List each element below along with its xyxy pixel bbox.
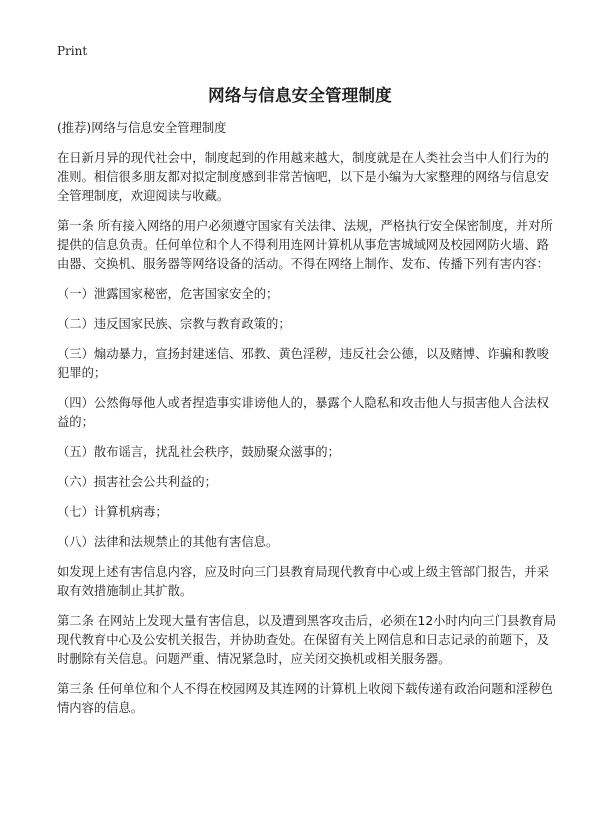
document-subtitle: (推荐)网络与信息安全管理制度 bbox=[57, 121, 227, 135]
list-item: （六）损害社会公共利益的； bbox=[57, 475, 217, 489]
list-item: （二）违反国家民族、宗教与教育政策的； bbox=[57, 317, 291, 331]
document-body bbox=[57, 119, 557, 718]
intro-paragraph: 在日新月异的现代社会中，制度起到的作用越来越大，制度就是在人类社会当中人们行为的准则。相信很多朋友都对拟定制度感到非常苦恼吧，以下是小编为大家整理的网络与信息安全管理制度，欢迎阅读与收藏。 bbox=[57, 151, 549, 203]
print-link[interactable]: Print bbox=[57, 44, 88, 58]
document-title: 网络与信息安全管理制度 bbox=[208, 86, 392, 105]
list-item: （七）计算机病毒； bbox=[57, 505, 168, 519]
list-item: （一）泄露国家秘密，危害国家安全的； bbox=[57, 287, 279, 301]
article-1: 第一条 所有接入网络的用户必须遵守国家有关法律、法规，严格执行安全保密制度，并对所提供的信息负责。任何单位和个人不得利用连网计算机从事危害城域网及校园网防火墙、路由器、交换机、服务器等网络设备的活动。不得在网络上制作、发布、传播下列有害内容： bbox=[57, 219, 553, 271]
list-item: （八）法律和法规禁止的其他有害信息。 bbox=[57, 535, 279, 549]
list-item: （三）煽动暴力，宣扬封建迷信、邪教、黄色淫秽，违反社会公德，以及赌博、诈骗和教唆犯罪的； bbox=[57, 347, 549, 380]
article-2: 第二条 在网站上发现大量有害信息，以及遭到黑客攻击后，必须在12小时内向三门县教育局现代教育中心及公安机关报告，并协助查处。在保留有关上网信息和日志记录的前题下，及时删除有关信息。问题严重、情况紧急时，应关闭交换机或相关服务器。 bbox=[57, 614, 557, 666]
list-item: （五）散布谣言，扰乱社会秩序，鼓励聚众滋事的； bbox=[57, 445, 340, 459]
list-item: （四）公然侮辱他人或者捏造事实诽谤他人的，暴露个人隐私和攻击他人与损害他人合法权益的； bbox=[57, 396, 549, 429]
article-3: 第三条 任何单位和个人不得在校园网及其连网的计算机上收阅下载传递有政治问题和淫秽色情内容的信息。 bbox=[57, 682, 553, 715]
report-paragraph: 如发现上述有害信息内容，应及时向三门县教育局现代教育中心或上级主管部门报告，并采取有效措施制止其扩散。 bbox=[57, 565, 549, 598]
